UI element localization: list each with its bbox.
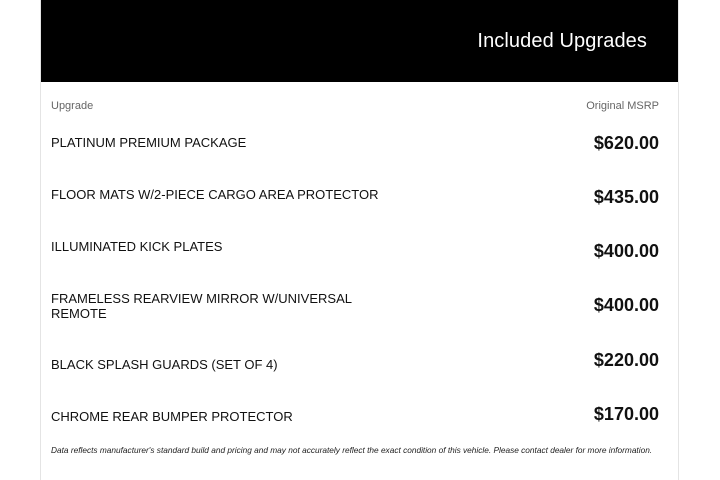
upgrade-name: FLOOR MATS W/2-PIECE CARGO AREA PROTECTOR <box>51 187 379 202</box>
upgrade-price: $400.00 <box>593 241 659 261</box>
upgrade-name: ILLUMINATED KICK PLATES <box>51 239 223 254</box>
upgrade-price: $435.00 <box>593 187 659 207</box>
disclaimer-footnote: Data reflects manufacturer's standard build and pricing and may not accurately reflect the exact condition of this vehicle. Please contact dealer for more information. <box>51 445 653 455</box>
upgrade-name: FRAMELESS REARVIEW MIRROR W/UNIVERSAL REMOTE <box>51 291 352 321</box>
upgrade-name: BLACK SPLASH GUARDS (SET OF 4) <box>51 357 278 372</box>
header-title: Included Upgrades <box>477 30 647 52</box>
upgrade-price: $170.00 <box>593 404 659 424</box>
upgrade-price: $620.00 <box>593 133 659 153</box>
upgrades-header <box>41 0 678 82</box>
upgrades-card <box>40 0 679 480</box>
upgrade-name: PLATINUM PREMIUM PACKAGE <box>51 135 247 150</box>
upgrade-price: $220.00 <box>593 350 659 370</box>
upgrade-price: $400.00 <box>593 295 659 315</box>
column-header-upgrade: Upgrade <box>51 100 94 112</box>
upgrade-name: CHROME REAR BUMPER PROTECTOR <box>51 409 293 424</box>
column-header-msrp: Original MSRP <box>586 100 659 112</box>
